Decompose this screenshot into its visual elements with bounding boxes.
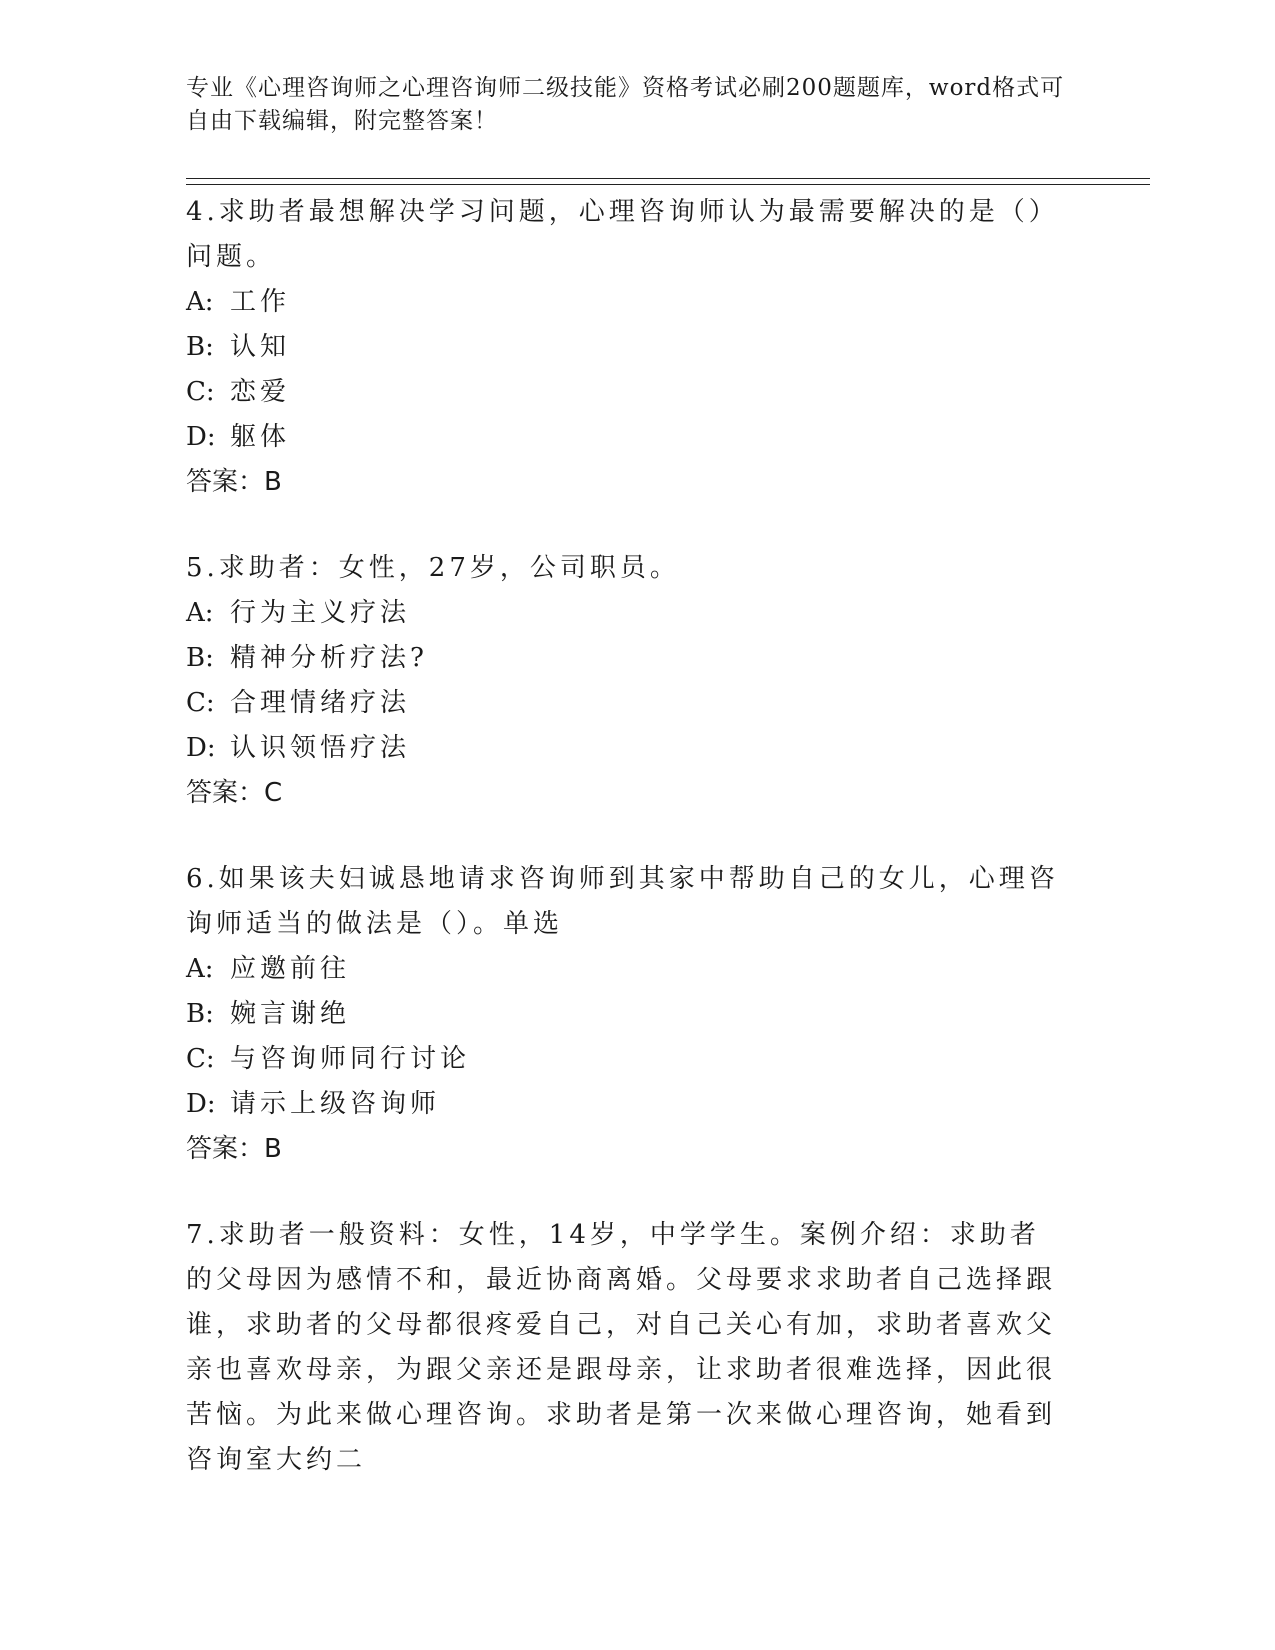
question-5: [186, 546, 1066, 816]
option-c: [186, 370, 1066, 415]
question-text: 5.求助者：女性，27岁，公司职员。: [186, 553, 680, 583]
option-text: 应邀前往: [230, 954, 351, 984]
option-letter: B:: [186, 643, 214, 673]
option-c: [186, 1037, 1066, 1082]
answer-line: 答案：B: [186, 1134, 282, 1164]
header-divider-top: [186, 178, 1150, 179]
option-text: 与咨询师同行讨论: [230, 1044, 471, 1074]
option-text: 恋爱: [230, 377, 291, 407]
option-text: 合理情绪疗法: [230, 688, 411, 718]
question-6: [186, 857, 1066, 1172]
option-letter: D:: [186, 1089, 216, 1119]
option-text: 婉言谢绝: [230, 999, 351, 1029]
answer-line: 答案：C: [186, 778, 283, 808]
option-text: 工作: [230, 287, 291, 317]
question-text: 7.求助者一般资料：女性，14岁，中学学生。案例介绍：求助者的父母因为感情不和，最近协商离婚。父母要求求助者自己选择跟谁，求助者的父母都很疼爱自己，对自己关心有加，求助者喜欢父亲也喜欢母亲，为跟父亲还是跟母亲，让求助者很难选择，因此很苦恼。为此来做心理咨询。求助者是第一次来做心理咨询，她看到咨询室大约二: [186, 1220, 1057, 1475]
option-text: 躯体: [230, 422, 291, 452]
option-letter: A:: [186, 954, 214, 984]
option-letter: A:: [186, 287, 214, 317]
option-c: [186, 681, 1066, 726]
option-b: [186, 992, 1066, 1037]
option-text: 请示上级咨询师: [230, 1089, 441, 1119]
option-letter: D:: [186, 733, 216, 763]
option-d: [186, 1082, 1066, 1127]
option-a: [186, 280, 1066, 325]
question-7: [186, 1213, 1066, 1483]
option-text: 行为主义疗法: [230, 598, 411, 628]
option-d: [186, 415, 1066, 460]
option-letter: B:: [186, 999, 214, 1029]
option-a: [186, 591, 1066, 636]
option-text: 认知: [230, 332, 291, 362]
option-letter: B:: [186, 332, 214, 362]
question-text: 4.求助者最想解决学习问题，心理咨询师认为最需要解决的是（）问题。: [186, 197, 1059, 272]
option-text: 精神分析疗法?: [230, 643, 428, 673]
option-text: 认识领悟疗法: [230, 733, 411, 763]
document-header: 专业《心理咨询师之心理咨询师二级技能》资格考试必刷200题题库，word格式可自由下载编辑，附完整答案！: [186, 75, 1065, 134]
answer-line: 答案：B: [186, 467, 282, 497]
option-b: [186, 636, 1066, 681]
header-divider-bottom: [186, 184, 1150, 185]
option-letter: C:: [186, 688, 215, 718]
question-4: [186, 190, 1066, 505]
option-d: [186, 726, 1066, 771]
option-letter: C:: [186, 1044, 215, 1074]
option-b: [186, 325, 1066, 370]
option-letter: A:: [186, 598, 214, 628]
question-text: 6.如果该夫妇诚恳地请求咨询师到其家中帮助自己的女儿，心理咨询师适当的做法是（）。单选: [186, 864, 1059, 939]
option-letter: C:: [186, 377, 215, 407]
question-list: [186, 190, 1066, 1524]
option-a: [186, 947, 1066, 992]
option-letter: D:: [186, 422, 216, 452]
